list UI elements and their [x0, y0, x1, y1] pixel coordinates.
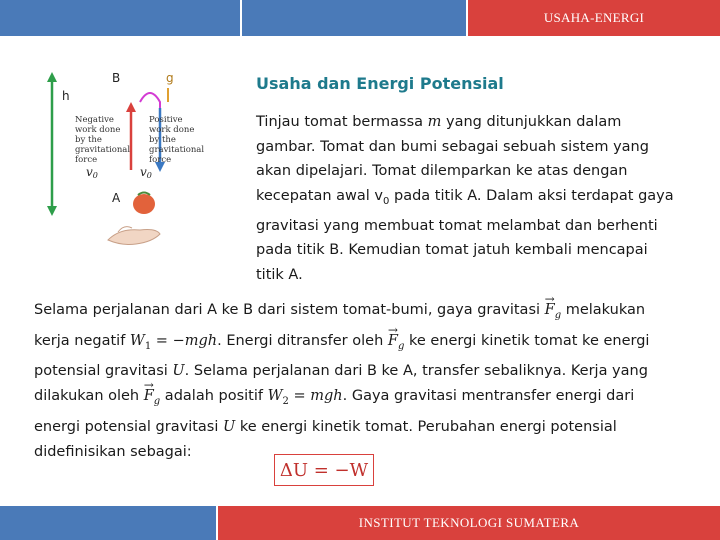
- positive-note-1: Positive: [149, 115, 183, 125]
- footer-segment-1: [0, 506, 218, 540]
- negative-note-3: by the: [75, 135, 102, 145]
- footer-institution: INSTITUT TEKNOLOGI SUMATERA: [218, 506, 720, 540]
- vector-fg-2: → $F_g$: [388, 329, 404, 360]
- vector-fg-3: → $F_g$: [144, 384, 160, 415]
- tomato-diagram: [40, 62, 240, 262]
- positive-note-2: work done: [149, 125, 195, 135]
- footer-bar: [0, 506, 720, 540]
- height-arrow-top: [47, 72, 57, 82]
- height-arrow-bottom: [47, 206, 57, 216]
- header-bar: [0, 0, 720, 36]
- negative-note-1: Negative: [75, 115, 114, 125]
- formula-box: [274, 454, 374, 486]
- label-g: g: [166, 71, 174, 85]
- label-h: h: [62, 89, 70, 103]
- header-segment-1: [0, 0, 242, 36]
- vector-fg-1: → $F_g$: [545, 298, 561, 329]
- label-v0-left: v0: [86, 165, 98, 180]
- intro-paragraph: Tinjau tomat bermassa m yang ditunjukkan dalam gambar. Tomat dan bumi sebagai sebuah sistem yang akan dipelajari. Tomat dilemparkan ke atas dengan kecepatan awal $v_0$ pada titik A. Dalam aksi terdapat gaya gravitasi yang membuat tomat melambat dan berhenti pada titik B. Kemudian tomat jatuh kembali mencapai titik A.: [256, 114, 674, 283]
- positive-note-5: force: [149, 155, 172, 165]
- positive-note-3: by the: [149, 135, 176, 145]
- formula-text: ΔU = −W: [279, 459, 369, 481]
- positive-note-4: gravitational: [149, 145, 205, 155]
- label-b: B: [112, 71, 121, 85]
- label-v0-right: v0: [140, 165, 152, 180]
- negative-note-5: force: [75, 155, 98, 165]
- negative-note-4: gravitational: [75, 145, 131, 155]
- hand: [108, 230, 160, 245]
- tomato: [133, 194, 155, 214]
- negative-note-2: work done: [75, 125, 121, 135]
- label-a: A: [112, 191, 121, 205]
- header-segment-2: [242, 0, 468, 36]
- section-title: Usaha dan Energi Potensial: [256, 74, 504, 93]
- main-paragraph: Selama perjalanan dari A ke B dari sistem tomat-bumi, gaya gravitasi → $F_g$ melakukan kerja negatif $W_1 = -mgh$. Energi ditransfer oleh → $F_g$ ke energi kinetik tomat ke energi potensial gravitasi U. Selama perjalanan dari B ke A, transfer sebaliknya. Kerja yang dilakukan oleh → $F_g$ adalah positif $W_2$ = mgh. Gaya gravitasi mentransfer energi dari energi potensial gravitasi U ke energi kinetik tomat. Perubahan energi potensial didefinisikan sebagai:: [34, 298, 674, 464]
- header-title: USAHA-ENERGI: [468, 0, 720, 36]
